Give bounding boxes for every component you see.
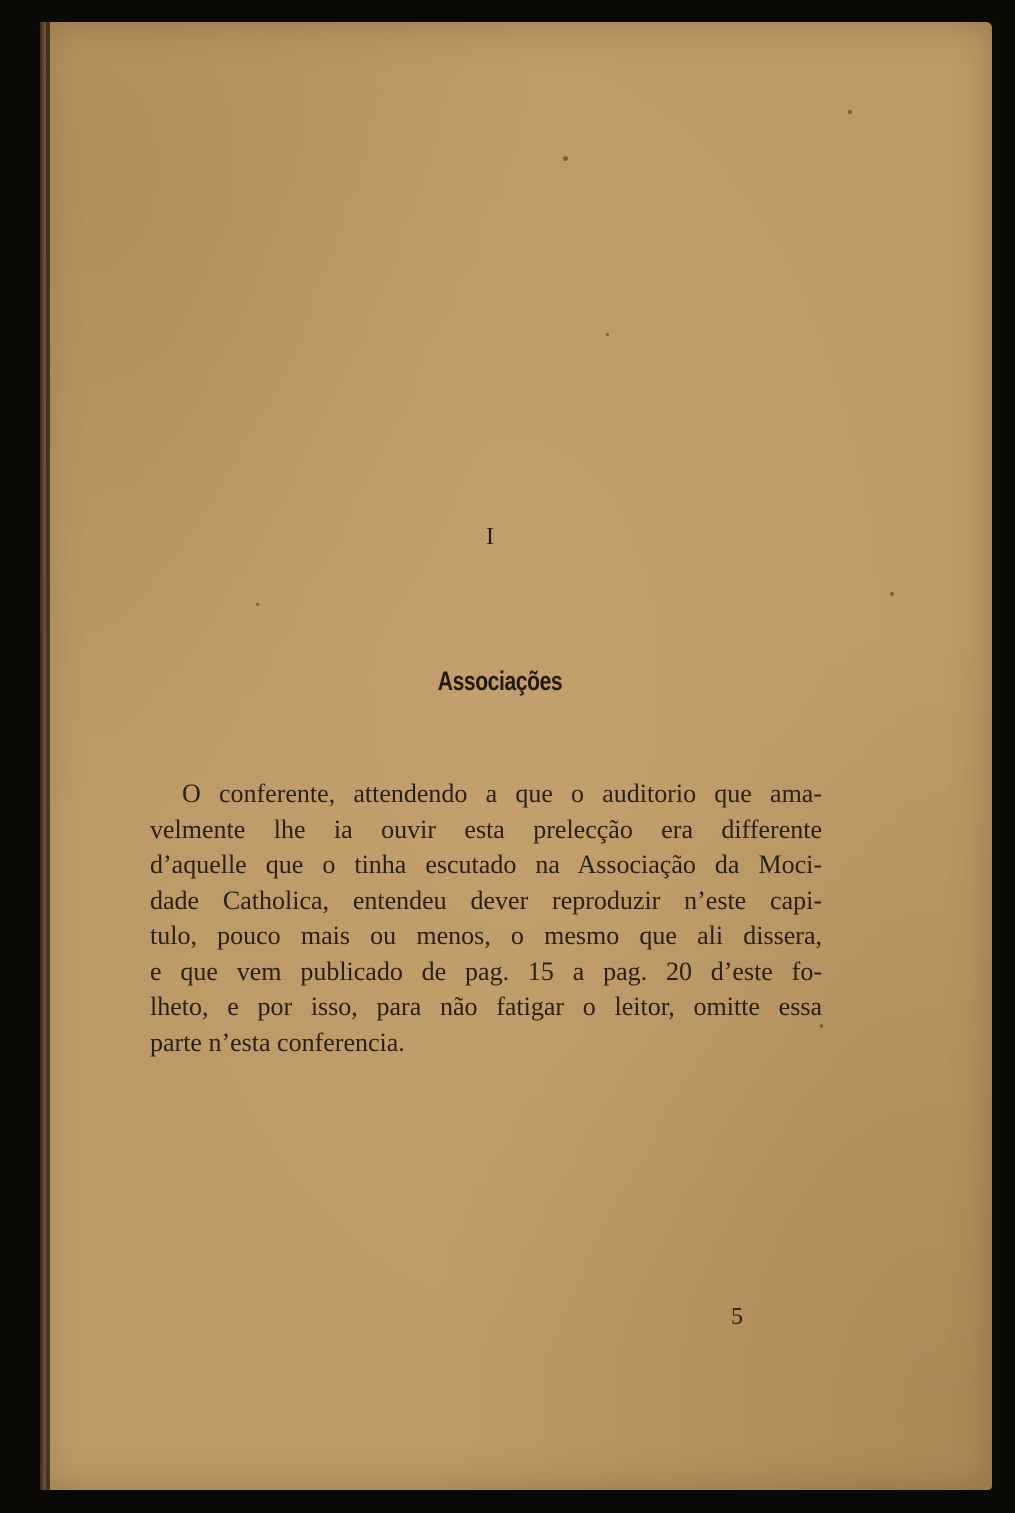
text-line: velmente lhe ia ouvir esta prelecção era differente [150, 814, 822, 844]
body-paragraph [150, 776, 822, 1060]
text-line: dade Catholica, entendeu dever reproduzir n’este capi- [150, 885, 822, 915]
paper-page [40, 22, 992, 1490]
paper-speck [606, 333, 609, 336]
paper-speck [848, 110, 852, 114]
section-heading: Associações [437, 666, 563, 696]
paper-speck [890, 592, 894, 596]
text-line: parte n’esta conferencia. [150, 1027, 405, 1057]
page-number: 5 [731, 1304, 743, 1330]
paper-speck [563, 156, 568, 161]
text-line: lheto, e por isso, para não fatigar o leitor, omitte essa [150, 992, 822, 1021]
text-line: O conferente, attendendo a que o auditorio que ama- [182, 779, 822, 808]
text-line: d’aquelle que o tinha escutado na Associação da Moci- [150, 850, 822, 879]
binding-shadow [46, 22, 50, 1490]
chapter-number: I [486, 524, 494, 550]
text-line: e que vem publicado de pag. 15 a pag. 20 d’este fo- [150, 956, 822, 986]
paper-speck [256, 603, 259, 606]
text-line: tulo, pouco mais ou menos, o mesmo que ali dissera, [150, 921, 822, 950]
